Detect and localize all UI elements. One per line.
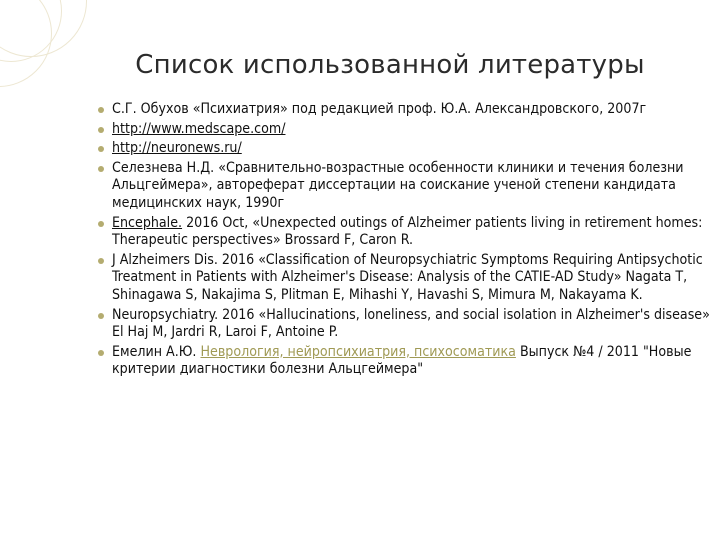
bullet-dot-icon bbox=[98, 258, 104, 264]
neuronews-link[interactable]: http://neuronews.ru/ bbox=[112, 140, 242, 157]
journal-link[interactable]: Неврология, нейропсихиатрия, психосоматика bbox=[200, 343, 516, 360]
reference-text: J Alzheimers Dis. 2016 «Classification of Neuropsychiatric Symptoms Requiring Antipsychotic Treatment in Patients with Alzheimer's Disease: Analysis of the CATIE-AD Study» Nagata T, Shinagawa S, Nakajima S, Plitman E, Mihashi Y, Havashi S, Mimura M, Nakayama K. bbox=[112, 251, 703, 303]
list-item bbox=[0, 344, 712, 379]
list-item bbox=[0, 121, 712, 139]
encephale-link[interactable]: Encephale. bbox=[112, 214, 183, 231]
bullet-dot-icon bbox=[98, 221, 104, 227]
reference-text: Емелин А.Ю. bbox=[112, 343, 201, 360]
bullet-dot-icon bbox=[98, 146, 104, 152]
reference-text: Neuropsychiatry. 2016 «Hallucinations, loneliness, and social isolation in Alzheimer's disease» El Haj M, Jardri R, Laroi F, Antoine P. bbox=[112, 306, 710, 341]
reference-list bbox=[0, 101, 712, 381]
list-item bbox=[0, 215, 712, 250]
reference-text: 2016 Oct, «Unexpected outings of Alzheimer patients living in retirement homes: Therapeutic perspectives» Brossard F, Caron R. bbox=[112, 214, 703, 249]
slide-title: Список использованной литературы bbox=[135, 50, 645, 80]
bullet-dot-icon bbox=[98, 166, 104, 172]
bullet-dot-icon bbox=[98, 107, 104, 113]
bullet-dot-icon bbox=[98, 313, 104, 319]
list-item bbox=[0, 252, 712, 305]
list-item bbox=[0, 140, 712, 158]
list-item bbox=[0, 160, 712, 213]
medscape-link[interactable]: http://www.medscape.com/ bbox=[112, 120, 286, 137]
list-item bbox=[0, 307, 712, 342]
reference-text: С.Г. Обухов «Психиатрия» под редакцией проф. Ю.А. Александровского, 2007г bbox=[112, 101, 647, 117]
list-item bbox=[0, 101, 712, 119]
bullet-dot-icon bbox=[98, 127, 104, 133]
reference-text: Выпуск №4 / 2011 "Новые критерии диагностики болезни Альцгеймера" bbox=[112, 343, 692, 378]
bullet-dot-icon bbox=[98, 350, 104, 356]
decorative-corner-circles bbox=[0, 0, 90, 90]
reference-text: Селезнева Н.Д. «Сравнительно-возрастные особенности клиники и течения болезни Альцгеймера», автореферат диссертации на соискание ученой степени кандидата медицинских наук, 1990г bbox=[112, 159, 684, 211]
